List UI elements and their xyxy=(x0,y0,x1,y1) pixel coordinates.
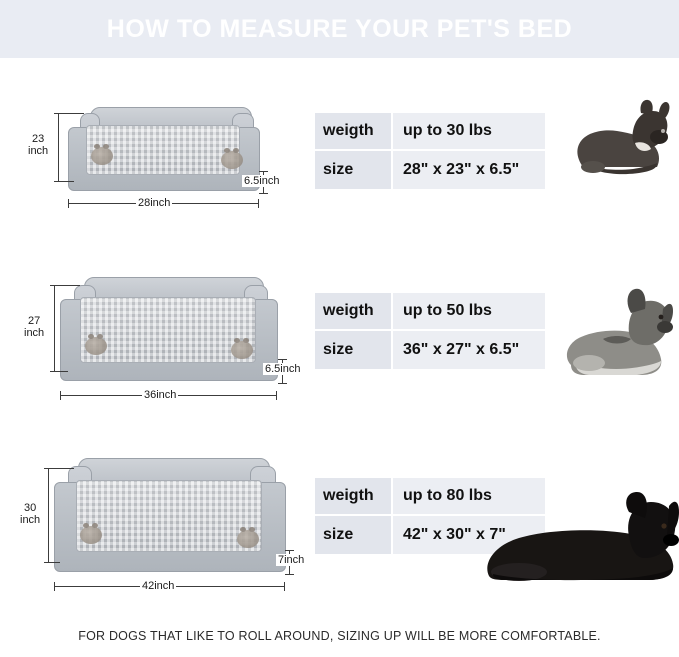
depth-dimension-line xyxy=(48,468,49,562)
bed-mattress xyxy=(80,297,256,363)
width-tick-right xyxy=(284,582,285,591)
spec-value-size: 42" x 30" x 7" xyxy=(393,516,545,554)
depth-label xyxy=(18,502,42,526)
height-tick-top xyxy=(259,171,268,172)
depth-leader-top xyxy=(58,113,84,114)
spaniel-photo xyxy=(545,273,675,388)
depth-unit: inch xyxy=(28,145,49,157)
spec-key-size: size xyxy=(315,151,393,189)
depth-value: 23 xyxy=(31,133,45,145)
spec-table-medium xyxy=(315,293,545,369)
height-label: 6.5inch xyxy=(244,175,280,187)
depth-label xyxy=(22,315,46,339)
paw-print-left xyxy=(80,526,102,544)
french-bulldog-photo xyxy=(547,97,671,183)
height-label: 6.5inch xyxy=(265,363,301,375)
width-label: 28inch xyxy=(138,197,171,209)
depth-leader-top xyxy=(48,468,74,469)
depth-leader-bottom xyxy=(58,181,74,182)
spec-table-small xyxy=(315,113,545,189)
spec-key-weight: weigth xyxy=(315,113,393,151)
width-tick-right xyxy=(258,199,259,208)
depth-leader-bottom xyxy=(48,562,60,563)
depth-unit: inch xyxy=(20,514,41,526)
height-tick-top xyxy=(285,550,294,551)
depth-leader-bottom xyxy=(54,371,68,372)
depth-dimension-line xyxy=(58,113,59,181)
spec-value-weight: up to 50 lbs xyxy=(393,293,545,331)
footer-note: FOR DOGS THAT LIKE TO ROLL AROUND, SIZING UP WILL BE MORE COMFORTABLE. xyxy=(78,629,601,643)
spec-value-size: 36" x 27" x 6.5" xyxy=(393,331,545,369)
spec-value-weight: up to 80 lbs xyxy=(393,478,545,516)
spec-key-size: size xyxy=(315,516,393,554)
bed-mattress xyxy=(76,480,262,552)
spec-value-size: 28" x 23" x 6.5" xyxy=(393,151,545,189)
size-row-small xyxy=(0,75,679,240)
spec-row-size xyxy=(315,151,545,189)
spec-key-size: size xyxy=(315,331,393,369)
depth-label xyxy=(26,133,50,157)
bed-illustration-medium xyxy=(20,255,310,415)
bed-illustration-large xyxy=(20,440,310,600)
width-tick-left xyxy=(68,199,69,208)
height-tick-bottom xyxy=(259,193,268,194)
height-tick-bottom xyxy=(285,574,294,575)
header-band xyxy=(0,0,679,58)
width-tick-right xyxy=(276,391,277,400)
paw-print-right xyxy=(231,341,253,359)
depth-value: 30 xyxy=(23,502,37,514)
size-row-large xyxy=(0,440,679,605)
spec-key-weight: weigth xyxy=(315,293,393,331)
height-tick-top xyxy=(278,359,287,360)
spec-row-weight xyxy=(315,113,545,151)
depth-value: 27 xyxy=(27,315,41,327)
height-label: 7inch xyxy=(278,554,305,566)
width-label: 36inch xyxy=(144,389,177,401)
depth-leader-top xyxy=(54,285,80,286)
width-label: 42inch xyxy=(142,580,175,592)
paw-print-left xyxy=(85,337,107,355)
size-row-medium xyxy=(0,255,679,420)
width-tick-left xyxy=(60,391,61,400)
spec-value-weight: up to 30 lbs xyxy=(393,113,545,151)
width-tick-left xyxy=(54,582,55,591)
labrador-photo xyxy=(479,480,679,590)
spec-row-size xyxy=(315,331,545,369)
depth-unit: inch xyxy=(24,327,45,339)
depth-dimension-line xyxy=(54,285,55,371)
spec-key-weight: weigth xyxy=(315,478,393,516)
height-tick-bottom xyxy=(278,383,287,384)
paw-print-right xyxy=(221,151,243,169)
spec-row-weight xyxy=(315,293,545,331)
paw-print-right xyxy=(237,530,259,548)
paw-print-left xyxy=(91,147,113,165)
page-title: HOW TO MEASURE YOUR PET'S BED xyxy=(106,14,573,43)
bed-illustration-small xyxy=(20,75,310,235)
